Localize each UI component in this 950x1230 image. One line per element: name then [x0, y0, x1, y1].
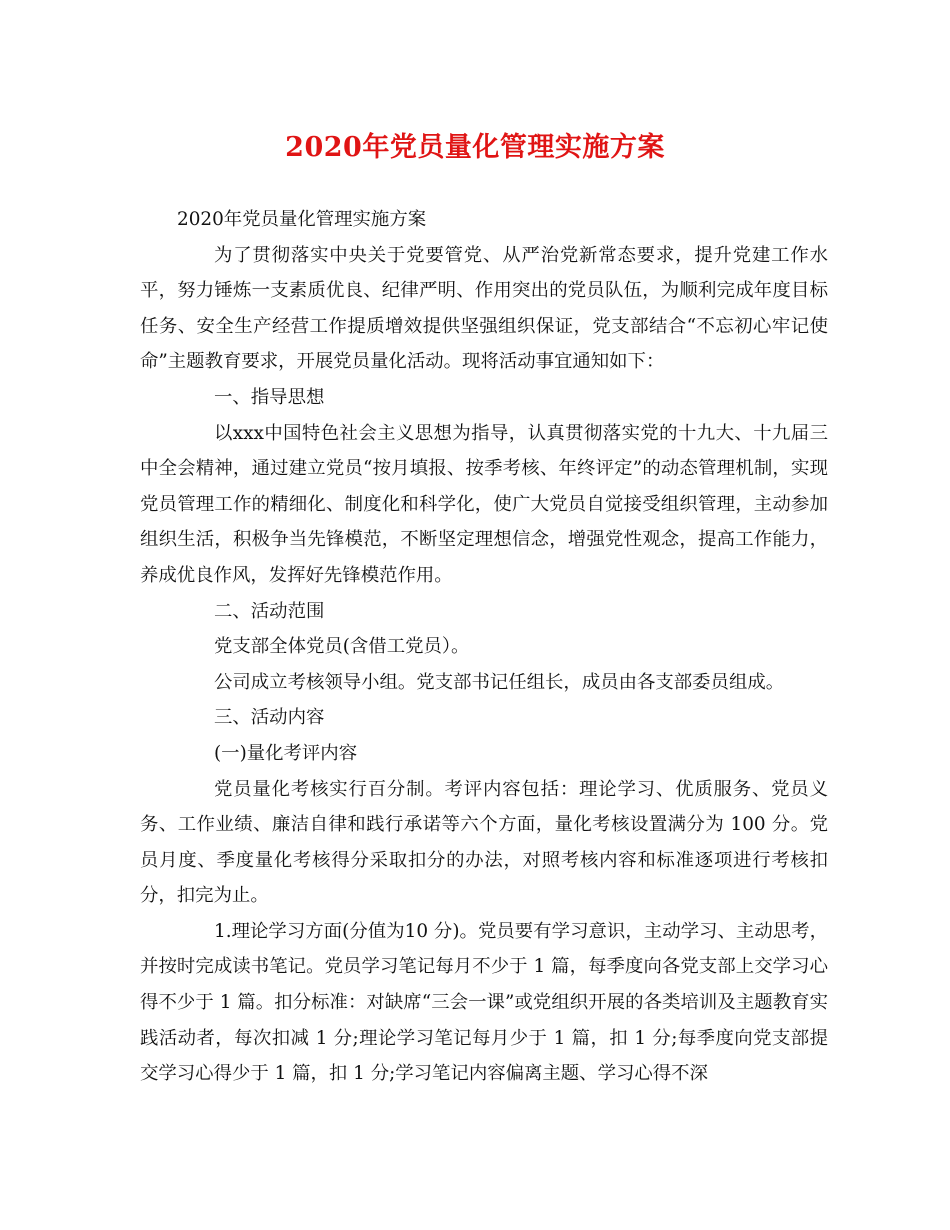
- section-heading-scope: 二、活动范围: [214, 600, 325, 622]
- paragraph-subtitle: 2020年党员量化管理实施方案: [177, 209, 427, 230]
- document-body: [140, 202, 828, 1092]
- paragraph-scope: 党支部全体党员(含借工党员）。: [214, 636, 470, 658]
- paragraph-guiding-ideology: 以xxx中国特色社会主义思想为指导，认真贯彻落实党的十九大、十九届三中全会精神，通过建立党员“按月填报、按季考核、年终评定”的动态管理机制，实现党员管理工作的精细化、制度化和科学化，使广大党员自觉接受组织管理，主动参加组织生活，积极争当先锋模范，不断坚定理想信念，增强党性观念，提高工作能力，养成优良作风，发挥好先锋模范作用。: [140, 422, 828, 586]
- subsection-heading-evaluation: (一)量化考评内容: [214, 742, 358, 764]
- paragraph-evaluation: 党员量化考核实行百分制。考评内容包括：理论学习、优质服务、党员义务、工作业绩、廉洁自律和践行承诺等六个方面，量化考核设置满分为 100 分。党员月度、季度量化考核得分采取扣分的办法，对照考核内容和标准逐项进行考核扣分，扣完为止。: [140, 778, 828, 907]
- paragraph-theory-study: 1.理论学习方面(分值为10 分)。党员要有学习意识，主动学习、主动思考，并按时完成读书笔记。党员学习笔记每月不少于 1 篇，每季度向各党支部上交学习心得不少于 1 篇。扣分标准：对缺席“三会一课”或党组织开展的各类培训及主题教育实践活动者，每次扣减 1 分;理论学习笔记每月少于 1 篇，扣 1 分;每季度向党支部提交学习心得少于 1 篇，扣 1 分;学习笔记内容偏离主题、学习心得不深: [140, 920, 828, 1085]
- document-title: 2020年党员量化管理实施方案: [285, 132, 665, 163]
- section-heading-content: 三、活动内容: [214, 707, 325, 729]
- paragraph-leadership-group: 公司成立考核领导小组。党支部书记任组长，成员由各支部委员组成。: [214, 671, 785, 693]
- paragraph-intro: 为了贯彻落实中央关于党要管党、从严治党新常态要求，提升党建工作水平，努力锤炼一支素质优良、纪律严明、作用突出的党员队伍，为顺利完成年度目标任务、安全生产经营工作提质增效提供坚强组织保证，党支部结合“不忘初心牢记使命”主题教育要求，开展党员量化活动。现将活动事宜通知如下：: [140, 244, 828, 373]
- section-heading-guiding-ideology: 一、指导思想: [214, 386, 325, 408]
